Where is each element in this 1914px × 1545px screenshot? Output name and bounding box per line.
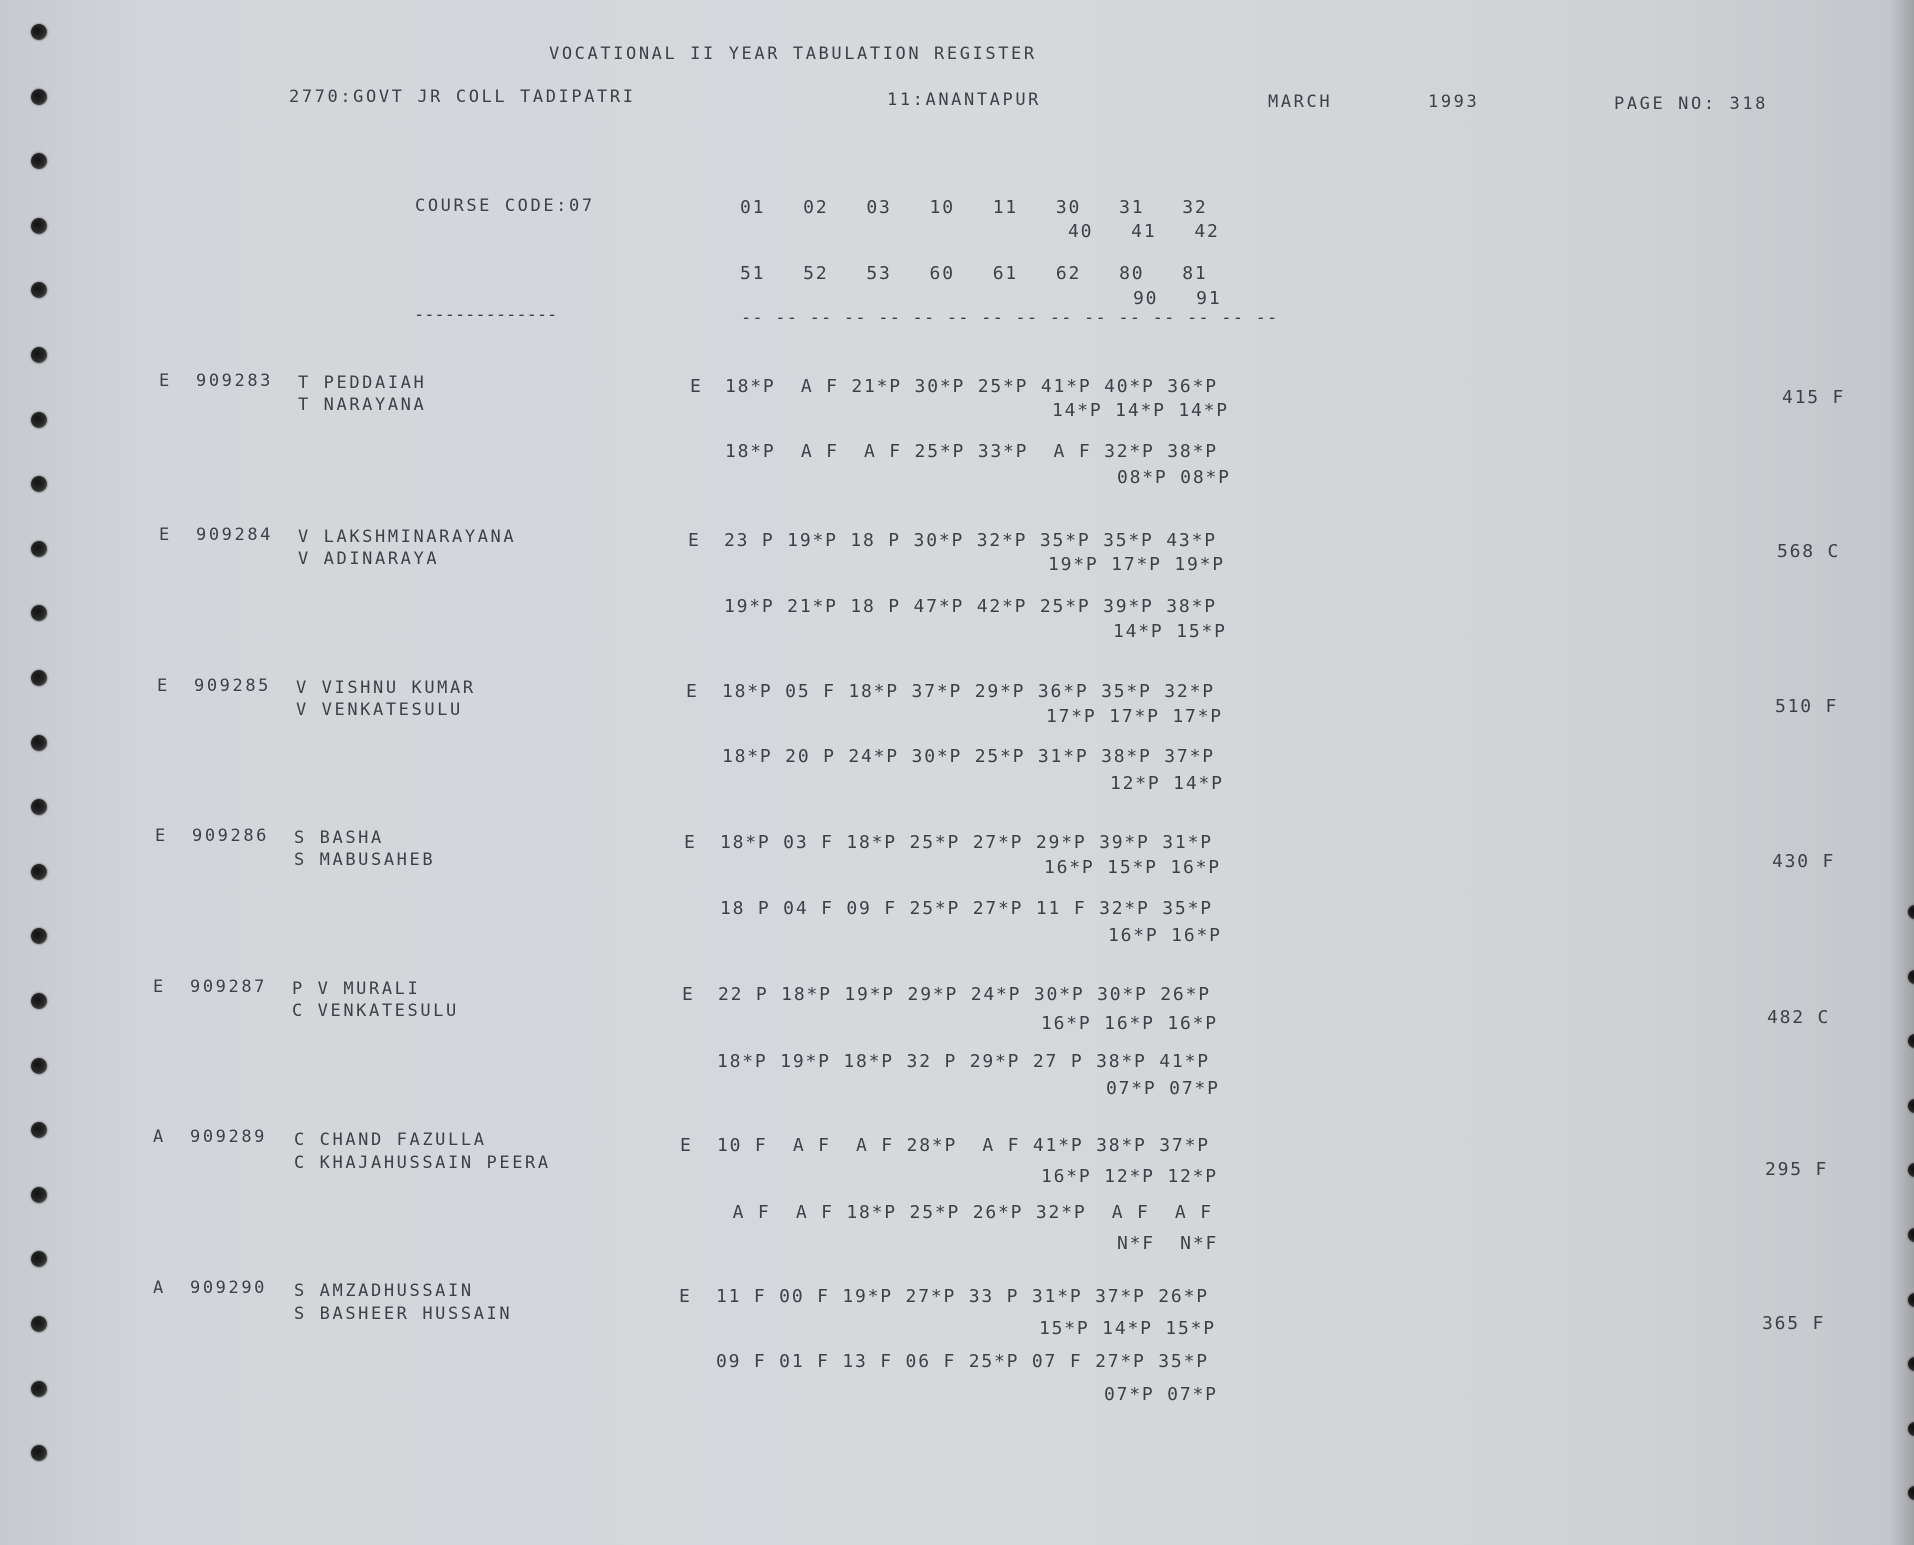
student-name: C CHAND FAZULLA <box>294 1130 487 1150</box>
student-category: E <box>153 977 166 997</box>
perforation-hole <box>31 476 47 492</box>
student-category: E <box>159 371 172 391</box>
perforation-hole <box>31 670 47 686</box>
perforation-hole <box>31 218 47 234</box>
student-category: A <box>153 1127 166 1147</box>
marks-year2: A F A F 18*P 25*P 26*P 32*P A F A F <box>720 1202 1213 1223</box>
medium-code: E <box>680 1135 693 1156</box>
perforation-hole <box>31 735 47 751</box>
marks-year1: 23 P 19*P 18 P 30*P 32*P 35*P 35*P 43*P <box>724 530 1217 551</box>
perforation-hole <box>31 282 47 298</box>
total-result: 510 F <box>1775 696 1839 717</box>
marks-year2: 19*P 21*P 18 P 47*P 42*P 25*P 39*P 38*P <box>724 596 1217 617</box>
total-result: 365 F <box>1762 1313 1826 1334</box>
father-name: V VENKATESULU <box>296 700 463 720</box>
perforation-hole <box>31 1187 47 1203</box>
marks-year1: 22 P 18*P 19*P 29*P 24*P 30*P 30*P 26*P <box>718 984 1211 1005</box>
marks-year2-extra: 08*P 08*P <box>1117 467 1231 488</box>
perforation-hole <box>31 993 47 1009</box>
medium-code: E <box>686 681 699 702</box>
marks-year1-extra: 19*P 17*P 19*P <box>1048 554 1225 575</box>
marks-year1: 18*P 05 F 18*P 37*P 29*P 36*P 35*P 32*P <box>722 681 1215 702</box>
course-code: COURSE CODE:07 <box>415 196 595 216</box>
student-roll-number: 909284 <box>196 525 274 545</box>
perforation-hole <box>31 928 47 944</box>
father-name: S BASHEER HUSSAIN <box>294 1304 513 1324</box>
perforation-hole <box>31 412 47 428</box>
marks-year2-extra: 07*P 07*P <box>1104 1384 1218 1405</box>
student-name: V VISHNU KUMAR <box>296 678 476 698</box>
marks-year1-extra: 17*P 17*P 17*P <box>1046 706 1223 727</box>
medium-code: E <box>679 1286 692 1307</box>
marks-year1: 18*P 03 F 18*P 25*P 27*P 29*P 39*P 31*P <box>720 832 1213 853</box>
marks-year1-extra: 14*P 14*P 14*P <box>1052 400 1229 421</box>
father-name: C VENKATESULU <box>292 1001 459 1021</box>
total-result: 568 C <box>1777 541 1841 562</box>
student-name: T PEDDAIAH <box>298 373 427 393</box>
subject-codes-row2b: 90 91 <box>1133 288 1222 309</box>
marks-year1: 10 F A F A F 28*P A F 41*P 38*P 37*P <box>717 1135 1210 1156</box>
student-roll-number: 909286 <box>192 826 270 846</box>
marks-year2-extra: 16*P 16*P <box>1108 925 1222 946</box>
perforation-hole <box>31 864 47 880</box>
marks-year2: 09 F 01 F 13 F 06 F 25*P 07 F 27*P 35*P <box>716 1351 1209 1372</box>
perforation-hole <box>31 541 47 557</box>
student-roll-number: 909287 <box>190 977 268 997</box>
student-name: S BASHA <box>294 828 384 848</box>
student-name: S AMZADHUSSAIN <box>294 1281 474 1301</box>
medium-code: E <box>688 530 701 551</box>
student-roll-number: 909283 <box>196 371 274 391</box>
marks-year2: 18*P 20 P 24*P 30*P 25*P 31*P 38*P 37*P <box>722 746 1215 767</box>
medium-code: E <box>684 832 697 853</box>
marks-year2-extra: 07*P 07*P <box>1106 1078 1220 1099</box>
perforation-hole <box>31 1251 47 1267</box>
perforation-hole <box>31 24 47 40</box>
medium-code: E <box>682 984 695 1005</box>
subject-codes-row2: 51 52 53 60 61 62 80 81 <box>740 263 1208 284</box>
marks-year1-extra: 16*P 12*P 12*P <box>1041 1166 1218 1187</box>
register-title: VOCATIONAL II YEAR TABULATION REGISTER <box>549 44 1037 64</box>
paper-edge-shadow <box>1890 0 1914 1545</box>
marks-year2-extra: 12*P 14*P <box>1110 773 1224 794</box>
marks-year2: 18*P 19*P 18*P 32 P 29*P 27 P 38*P 41*P <box>717 1051 1210 1072</box>
student-roll-number: 909290 <box>190 1278 268 1298</box>
student-category: E <box>159 525 172 545</box>
perforation-hole <box>31 89 47 105</box>
marks-year2: 18 P 04 F 09 F 25*P 27*P 11 F 32*P 35*P <box>720 898 1213 919</box>
subject-codes-row1: 01 02 03 10 11 30 31 32 <box>740 197 1208 218</box>
marks-year1: 11 F 00 F 19*P 27*P 33 P 31*P 37*P 26*P <box>716 1286 1209 1307</box>
marks-year1-extra: 16*P 16*P 16*P <box>1041 1013 1218 1034</box>
subject-codes-row1b: 40 41 42 <box>1068 221 1220 242</box>
marks-year1-extra: 16*P 15*P 16*P <box>1044 857 1221 878</box>
medium-code: E <box>690 376 703 397</box>
marks-year2-extra: 14*P 15*P <box>1113 621 1227 642</box>
perforation-hole <box>31 1381 47 1397</box>
student-category: A <box>153 1278 166 1298</box>
student-category: E <box>155 826 168 846</box>
page-number: PAGE NO: 318 <box>1614 94 1769 114</box>
father-name: C KHAJAHUSSAIN PEERA <box>294 1153 551 1173</box>
marks-year2-extra: N*F N*F <box>1117 1233 1219 1254</box>
student-category: E <box>157 676 170 696</box>
perforation-hole <box>31 799 47 815</box>
father-name: V ADINARAYA <box>298 549 440 569</box>
student-name: P V MURALI <box>292 979 421 999</box>
total-result: 295 F <box>1765 1159 1829 1180</box>
total-result: 415 F <box>1782 387 1846 408</box>
perforation-hole <box>31 153 47 169</box>
college-name: 2770:GOVT JR COLL TADIPATRI <box>289 87 636 107</box>
perforation-hole <box>31 1058 47 1074</box>
perforation-hole <box>31 1122 47 1138</box>
marks-year1: 18*P A F 21*P 30*P 25*P 41*P 40*P 36*P <box>725 376 1218 397</box>
district-name: 11:ANANTAPUR <box>887 90 1042 110</box>
student-roll-number: 909285 <box>194 676 272 696</box>
marks-year2: 18*P A F A F 25*P 33*P A F 32*P 38*P <box>725 441 1218 462</box>
column-dashes: -- -- -- -- -- -- -- -- -- -- -- -- -- -- -- -- <box>741 308 1279 328</box>
total-result: 482 C <box>1767 1007 1831 1028</box>
father-name: T NARAYANA <box>298 395 427 415</box>
perforation-hole <box>31 605 47 621</box>
perforation-hole <box>31 1316 47 1332</box>
total-result: 430 F <box>1772 851 1836 872</box>
perforation-hole <box>31 347 47 363</box>
exam-month: MARCH <box>1268 92 1333 112</box>
student-roll-number: 909289 <box>190 1127 268 1147</box>
father-name: S MABUSAHEB <box>294 850 436 870</box>
student-name: V LAKSHMINARAYANA <box>298 527 517 547</box>
marks-year1-extra: 15*P 14*P 15*P <box>1039 1318 1216 1339</box>
course-underline: -------------- <box>414 305 558 325</box>
perforation-hole <box>31 1445 47 1461</box>
exam-year: 1993 <box>1428 92 1480 112</box>
